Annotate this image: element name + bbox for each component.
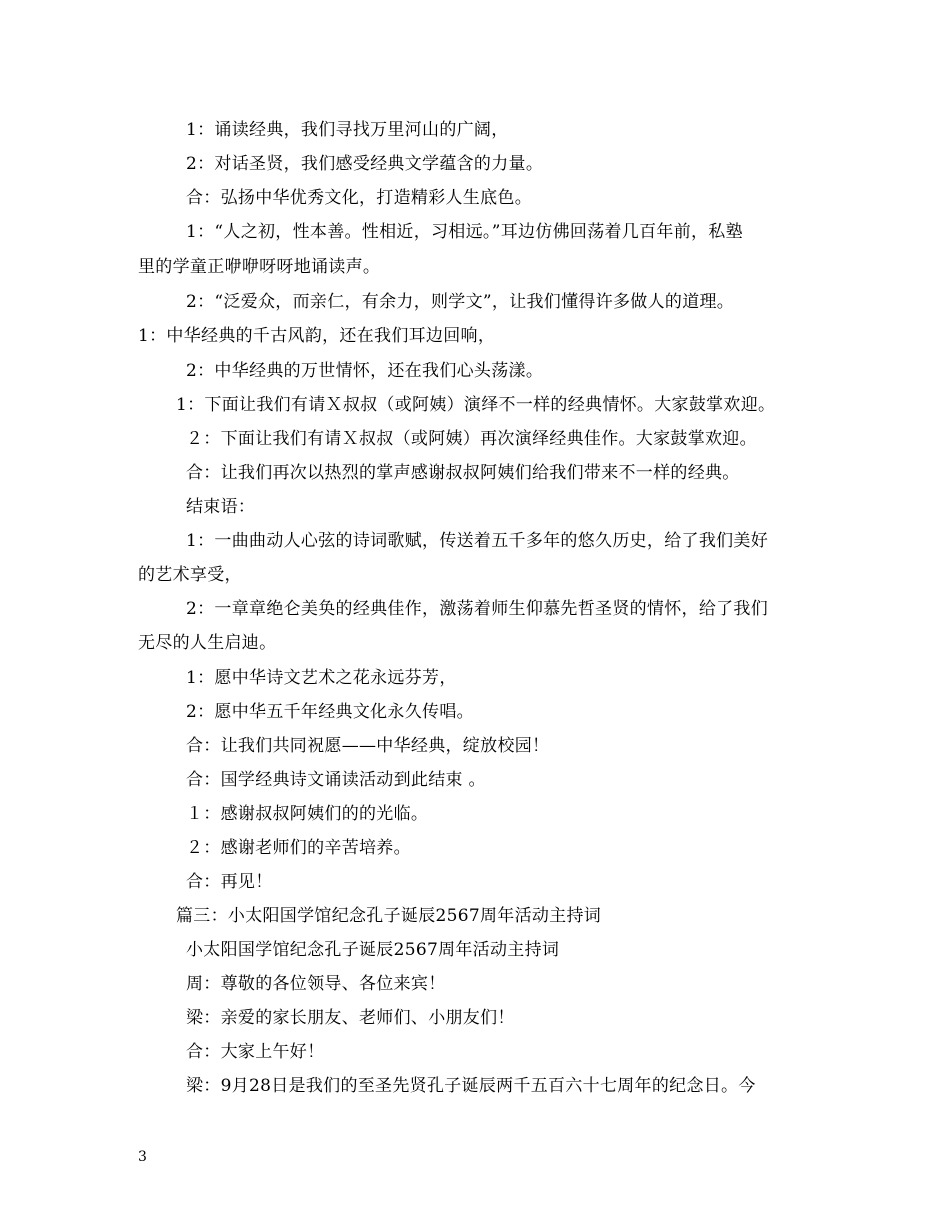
text-line: 合：国学经典诗文诵读活动到此结束 。 bbox=[186, 770, 486, 790]
text-line: １：感谢叔叔阿姨们的的光临。 bbox=[186, 804, 429, 824]
text-line: 1：中华经典的千古风韵，还在我们耳边回响， bbox=[138, 326, 496, 346]
text-line: 2：中华经典的万世情怀，还在我们心头荡漾。 bbox=[186, 361, 544, 381]
text-line: 1：一曲曲动人心弦的诗词歌赋，传送着五千多年的悠久历史，给了我们美好 bbox=[186, 531, 769, 551]
text-line: 1：“人之初，性本善。性相近，习相远。”耳边仿佛回荡着几百年前，私塾 bbox=[186, 222, 743, 242]
text-line: 1：下面让我们有请Ｘ叔叔（或阿姨）演绎不一样的经典情怀。大家鼓掌欢迎。 bbox=[176, 395, 776, 415]
text-line: 合：大家上午好！ bbox=[186, 1042, 325, 1062]
text-line: 周：尊敬的各位领导、各位来宾！ bbox=[186, 974, 446, 994]
text-line: 的艺术享受， bbox=[138, 565, 242, 585]
text-line: 合：让我们共同祝愿——中华经典，绽放校园！ bbox=[186, 736, 550, 756]
page-number: 3 bbox=[138, 1149, 147, 1165]
text-line: 2：一章章绝仑美奂的经典佳作，激荡着师生仰慕先哲圣贤的情怀，给了我们 bbox=[186, 599, 769, 619]
text-line: 梁：亲爱的家长朋友、老师们、小朋友们！ bbox=[186, 1008, 515, 1028]
document-title: 小太阳国学馆纪念孔子诞辰2567周年活动主持词 bbox=[186, 940, 560, 960]
text-line: 梁：9月28日是我们的至圣先贤孔子诞辰两千五百六十七周年的纪念日。今 bbox=[186, 1076, 756, 1096]
section-heading: 结束语： bbox=[186, 497, 256, 517]
text-line: 里的学童正咿咿呀呀地诵读声。 bbox=[138, 257, 381, 277]
text-line: 合：再见！ bbox=[186, 872, 273, 892]
text-line: 1：愿中华诗文艺术之花永远芬芳， bbox=[186, 668, 457, 688]
text-line: 2：愿中华五千年经典文化永久传唱。 bbox=[186, 702, 474, 722]
text-line: 合：弘扬中华优秀文化，打造精彩人生底色。 bbox=[186, 188, 532, 208]
text-line: 1：诵读经典，我们寻找万里河山的广阔， bbox=[186, 120, 509, 140]
text-line: ２：下面让我们有请Ｘ叔叔（或阿姨）再次演绎经典佳作。大家鼓掌欢迎。 bbox=[186, 429, 757, 449]
chapter-heading: 篇三：小太阳国学馆纪念孔子诞辰2567周年活动主持词 bbox=[176, 906, 602, 926]
text-line: 无尽的人生启迪。 bbox=[138, 633, 277, 653]
text-line: ２：感谢老师们的辛苦培养。 bbox=[186, 838, 411, 858]
text-line: 2：对话圣贤，我们感受经典文学蕴含的力量。 bbox=[186, 154, 544, 174]
text-line: 合：让我们再次以热烈的掌声感谢叔叔阿姨们给我们带来不一样的经典。 bbox=[186, 463, 740, 483]
text-line: 2：“泛爱众，而亲仁，有余力，则学文”，让我们懂得许多做人的道理。 bbox=[186, 292, 735, 312]
